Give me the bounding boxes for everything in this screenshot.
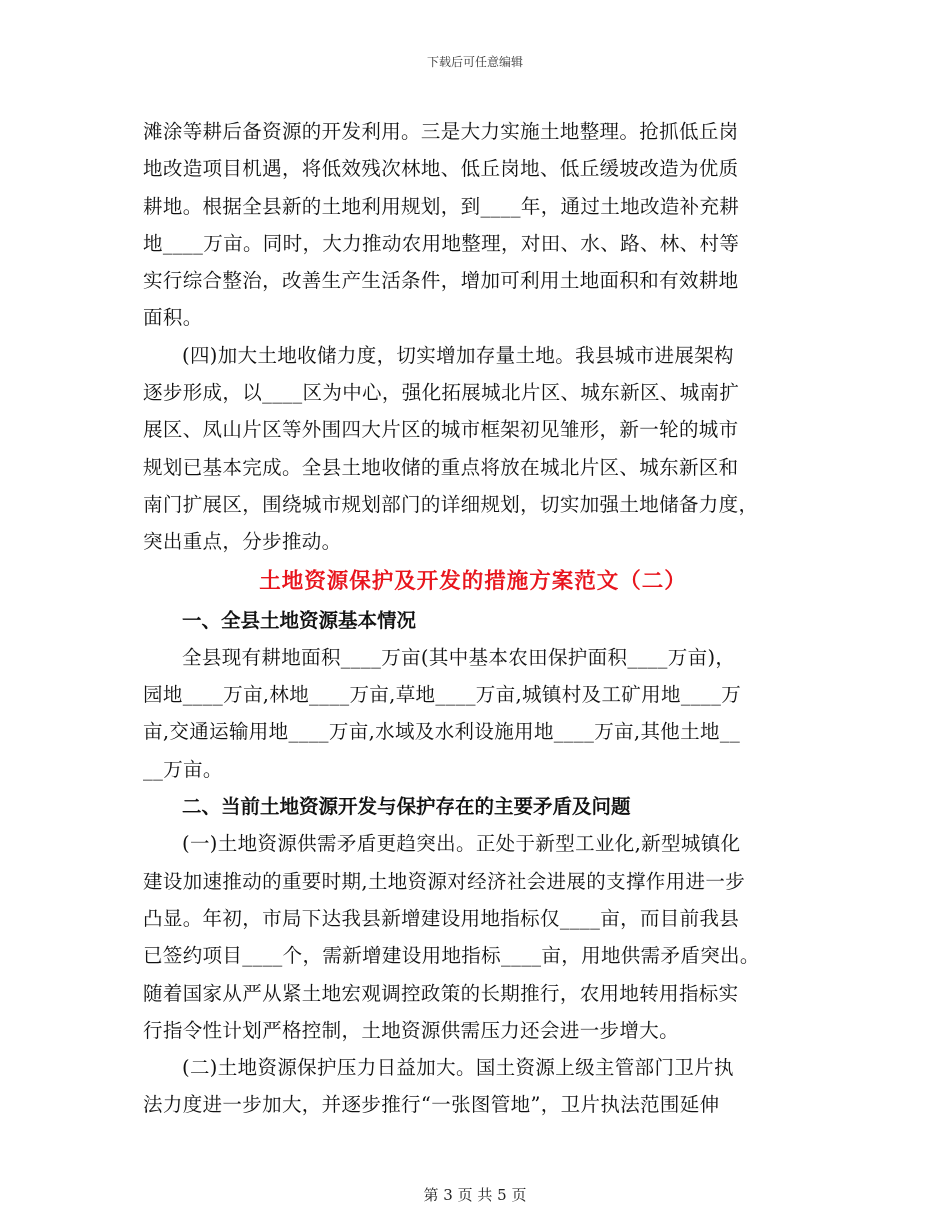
text-line: __万亩。: [143, 757, 223, 781]
text-line: 全县现有耕地面积____万亩(其中基本农田保护面积____万亩)，: [182, 645, 736, 669]
text-line: 突出重点，分步推动。: [143, 530, 342, 554]
text-line: 实行综合整治，改善生产生活条件，增加可利用土地面积和有效耕地: [143, 269, 739, 293]
text-line: 行指令性计划严格控制，土地资源供需压力还会进一步增大。: [143, 1018, 679, 1042]
text-line: (四)加大土地收储力度，切实增加存量土地。我县城市进展架构: [182, 343, 734, 367]
text-line: 凸显。年初，市局下达我县新增建设用地指标仅____亩，而目前我县: [143, 906, 740, 930]
document-title: 土地资源保护及开发的措施方案范文（二）: [259, 568, 687, 594]
page-header: 下载后可任意编辑: [426, 55, 523, 69]
text-line: 耕地。根据全县新的土地利用规划，到____年，通过土地改造补充耕: [143, 194, 740, 218]
text-line: 面积。: [143, 306, 203, 330]
document-body: [143, 113, 803, 1124]
text-line: 亩,交通运输用地____万亩,水域及水利设施用地____万亩,其他土地__: [143, 720, 741, 744]
section-heading: 一、全县土地资源基本情况: [182, 608, 417, 632]
text-line: 随着国家从严从紧土地宏观调控政策的长期推行，农用地转用指标实: [143, 981, 739, 1005]
text-line: 建设加速推动的重要时期,土地资源对经济社会进展的支撑作用进一步: [143, 869, 746, 893]
page-footer: 第 3 页 共 5 页: [423, 1186, 527, 1204]
text-line: (一)土地资源供需矛盾更趋突出。正处于新型工业化,新型城镇化: [182, 832, 741, 856]
text-line: 逐步形成，以____区为中心，强化拓展城北片区、城东新区、城南扩: [143, 381, 740, 405]
text-line: 南门扩展区，围绕城市规划部门的详细规划，切实加强土地储备力度，: [143, 492, 759, 516]
text-line: 滩涂等耕后备资源的开发利用。三是大力实施土地整理。抢抓低丘岗: [143, 120, 739, 143]
section-heading: 二、当前土地资源开发与保护存在的主要矛盾及问题: [182, 795, 631, 819]
text-line: 法力度进一步加大，并逐步推行“一张图管地”，卫片执法范围延伸: [143, 1093, 720, 1117]
text-line: 地改造项目机遇，将低效残次林地、低丘岗地、低丘缓坡改造为优质: [143, 157, 739, 181]
text-line: 园地____万亩,林地____万亩,草地____万亩,城镇村及工矿用地____万: [143, 683, 742, 707]
text-line: 已签约项目____个，需新增建设用地指标____亩，用地供需矛盾突出。: [143, 944, 760, 968]
text-line: (二)土地资源保护压力日益加大。国土资源上级主管部门卫片执: [182, 1056, 734, 1080]
text-line: 展区、凤山片区等外围四大片区的城市框架初见雏形，新一轮的城市: [143, 418, 739, 442]
text-line: 规划已基本完成。全县土地收储的重点将放在城北片区、城东新区和: [143, 455, 739, 479]
text-line: 地____万亩。同时，大力推动农用地整理，对田、水、路、林、村等: [143, 231, 740, 255]
